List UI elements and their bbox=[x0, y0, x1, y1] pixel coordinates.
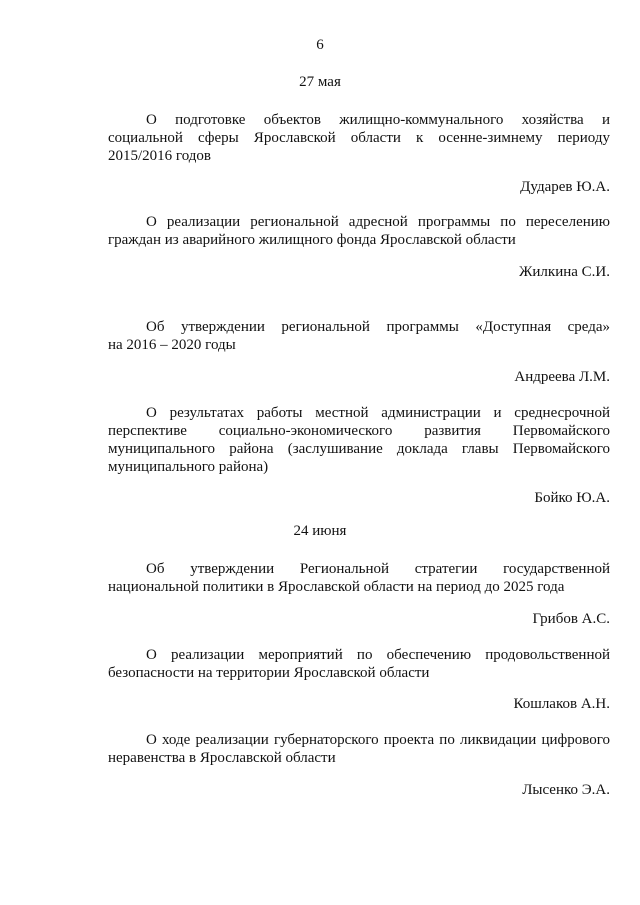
agenda-item-line-last: муниципального района) bbox=[108, 459, 269, 475]
agenda-item-line-last: на 2016 – 2020 годы bbox=[108, 337, 236, 353]
agenda-item bbox=[108, 111, 610, 165]
agenda-item-line: Об утверждении Региональной стратегии государственной bbox=[146, 561, 610, 577]
responsible-person: Жилкина С.И. bbox=[518, 264, 610, 280]
responsible-person: Грибов А.С. bbox=[532, 611, 610, 627]
section-date: 27 мая bbox=[299, 74, 341, 90]
agenda-item bbox=[108, 213, 610, 249]
responsible-person: Бойко Ю.А. bbox=[534, 490, 610, 506]
agenda-item-line-last: 2015/2016 годов bbox=[108, 148, 211, 164]
agenda-item-line: социальной сферы Ярославской области к осенне-зимнему периоду bbox=[108, 130, 610, 146]
section-date: 24 июня bbox=[293, 523, 347, 539]
page-number: 6 bbox=[316, 37, 324, 53]
agenda-item bbox=[108, 404, 610, 476]
responsible-person: Кошлаков А.Н. bbox=[513, 696, 610, 712]
agenda-item-line: О реализации региональной адресной программы по переселению bbox=[146, 214, 610, 230]
agenda-item-line-last: национальной политики в Ярославской области на период до 2025 года bbox=[108, 579, 565, 595]
agenda-item-line: О ходе реализации губернаторского проекта по ликвидации цифрового bbox=[146, 732, 610, 748]
agenda-item-line: перспективе социально-экономического развития Первомайского bbox=[108, 423, 610, 439]
agenda-item bbox=[108, 731, 610, 767]
responsible-person: Лысенко Э.А. bbox=[522, 782, 610, 798]
agenda-item-line-last: безопасности на территории Ярославской области bbox=[108, 665, 430, 681]
responsible-person: Андреева Л.М. bbox=[514, 369, 610, 385]
agenda-item-line: О результатах работы местной администрации и среднесрочной bbox=[146, 405, 610, 421]
agenda-item bbox=[108, 560, 610, 596]
agenda-item-line: О реализации мероприятий по обеспечению продовольственной bbox=[146, 647, 610, 663]
agenda-item-line: Об утверждении региональной программы «Доступная среда» bbox=[146, 319, 610, 335]
agenda-item-line-last: граждан из аварийного жилищного фонда Ярославской области bbox=[108, 232, 516, 248]
agenda-item-line-last: неравенства в Ярославской области bbox=[108, 750, 336, 766]
agenda-item bbox=[108, 318, 610, 354]
agenda-item-line: О подготовке объектов жилищно-коммунального хозяйства и bbox=[146, 112, 610, 128]
agenda-item bbox=[108, 646, 610, 682]
responsible-person: Дударев Ю.А. bbox=[520, 179, 610, 195]
agenda-item-line: муниципального района (заслушивание доклада главы Первомайского bbox=[108, 441, 610, 457]
